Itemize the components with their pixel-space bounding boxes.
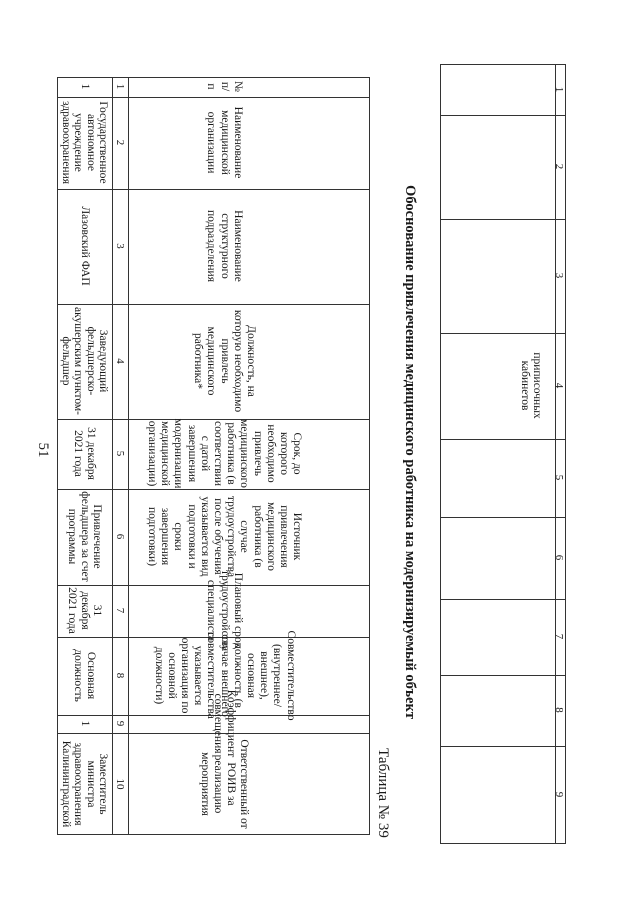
row-divider — [441, 675, 565, 676]
right-col-number: 6 — [553, 554, 566, 561]
col-number: 2 — [113, 139, 126, 146]
col-number: 9 — [113, 720, 126, 727]
right-col-number: 4 — [553, 382, 566, 389]
page-number: 51 — [34, 442, 51, 458]
row-cell-source: Привлечение фельдшера за счет программы — [66, 491, 103, 582]
row-cell-org: Государственное автономное учреждение здравоохранения — [60, 100, 109, 185]
right-col-number: 2 — [553, 163, 566, 170]
right-col-number: 7 — [553, 633, 566, 640]
col-number: 3 — [113, 243, 126, 249]
header-coefficient: Коэффициент совмещения — [212, 689, 238, 758]
row-cell-deadline: 31 декабря 2021 года — [72, 427, 97, 480]
col-number: 10 — [113, 778, 126, 790]
row-cell-planned-date: 31 декабря 2021 года — [66, 587, 103, 634]
right-col-number: 3 — [553, 272, 566, 279]
header-subdivision: Наименование структурного подразделения — [205, 209, 244, 282]
right-table — [440, 64, 566, 844]
header-planned-date: Плановый срок трудоустройства специалиста — [205, 569, 244, 652]
col-number: 1 — [113, 83, 126, 90]
row-cell-coefficient: 1 — [78, 720, 91, 727]
right-col-number: 9 — [553, 791, 566, 798]
row-cell-responsible: Заместитель министра здравоохранения Калининградской — [60, 740, 109, 828]
header-no: № п/п — [205, 81, 244, 92]
header-deadline: Срок, до которого необходимо привлечь медицинского работника (в соответствии с датой завершения модернизации медицинской организации) — [145, 418, 304, 489]
row-cell-position: Заведующий фельдшерско-акушерским пунктом-фельдшер — [60, 307, 109, 415]
row-cell-combination: Основная должность — [72, 649, 97, 702]
col-number: 5 — [113, 450, 126, 457]
col-number: 8 — [113, 672, 126, 679]
page-title: Обоснование привлечения медицинского работника на модернизируемый объект — [402, 185, 419, 719]
row-cell-no: 1 — [78, 83, 91, 90]
table-label: Таблица № 39 — [374, 748, 391, 838]
row-divider — [441, 439, 565, 440]
col-number: 6 — [113, 533, 126, 540]
row-divider — [441, 599, 565, 600]
header-source: Источник привлечения медицинского работника (в случае трудоустройства после обучения указывается вид подготовки и сроки завершения подготовки) — [145, 495, 304, 578]
right-col-number: 8 — [553, 707, 566, 713]
header-position: Должность, на которую необходимо привлечь медицинского работника* — [192, 309, 258, 413]
row-divider — [441, 115, 565, 116]
row-divider — [441, 517, 565, 518]
col-number: 4 — [113, 358, 126, 364]
row-cell-subdivision: Лазовский ФАП — [78, 206, 91, 286]
header-responsible: Ответственный от РОИВ за реализацию мероприятия — [198, 739, 251, 829]
right-cell-text: приписочных кабинетов — [519, 352, 544, 419]
right-col-number: 5 — [553, 474, 566, 481]
header-combination: Совместительство (внутреннее/ внешнее), основная должность (в случае внешнего совместительства указывается организация по основной должности) — [152, 630, 297, 721]
row-divider — [441, 746, 565, 747]
right-col-number: 1 — [553, 86, 566, 93]
row-divider — [441, 219, 565, 220]
col-number: 7 — [113, 607, 126, 614]
header-org-name: Наименование медицинской организации — [205, 106, 244, 179]
